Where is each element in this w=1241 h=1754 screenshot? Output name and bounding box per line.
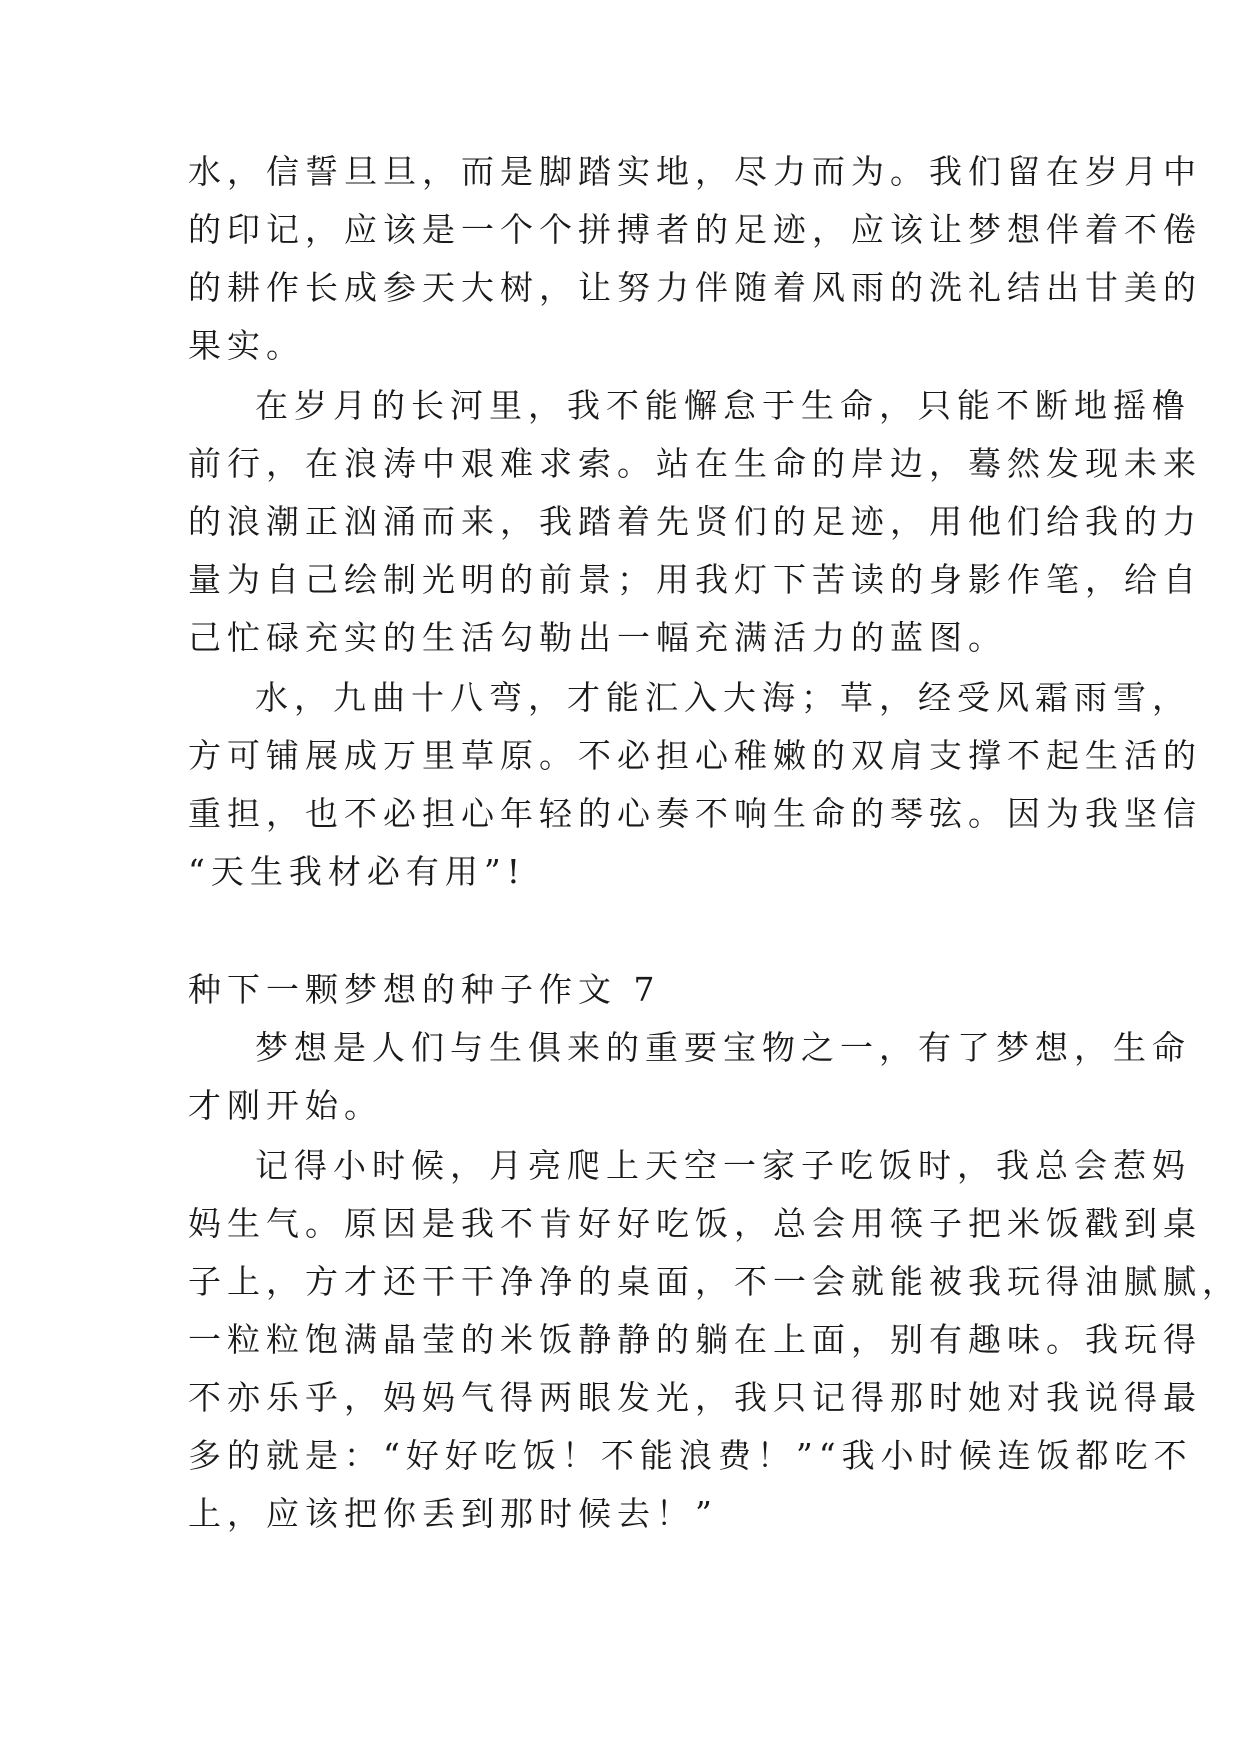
text-line: 前行，在浪涛中艰难求索。站在生命的岸边，蓦然发现未来	[188, 444, 1202, 483]
text-line: 方可铺展成万里草原。不必担心稚嫩的双肩支撑不起生活的	[188, 736, 1202, 775]
text-line: 一粒粒饱满晶莹的米饭静静的躺在上面，别有趣味。我玩得	[188, 1320, 1202, 1359]
text-line: 己忙碌充实的生活勾勒出一幅充满活力的蓝图。	[188, 618, 1007, 657]
text-line: 不亦乐乎，妈妈气得两眼发光，我只记得那时她对我说得最	[188, 1378, 1202, 1417]
text-line: 的印记，应该是一个个拼搏者的足迹，应该让梦想伴着不倦	[188, 210, 1202, 249]
text-line: 的耕作长成参天大树，让努力伴随着风雨的洗礼结出甘美的	[188, 268, 1202, 307]
text-line: 量为自己绘制光明的前景；用我灯下苦读的身影作笔，给自	[188, 560, 1202, 599]
text-line: 妈生气。原因是我不肯好好吃饭，总会用筷子把米饭戳到桌	[188, 1204, 1202, 1243]
text-line: 水，九曲十八弯，才能汇入大海；草，经受风霜雨雪，	[255, 678, 1191, 717]
section-title: 种下一颗梦想的种子作文 7	[188, 970, 661, 1009]
text-line: 梦想是人们与生俱来的重要宝物之一，有了梦想，生命	[255, 1028, 1191, 1067]
text-line: 果实。	[188, 326, 305, 365]
text-line: 上，应该把你丢到那时候去！”	[188, 1494, 718, 1533]
text-line: 重担，也不必担心年轻的心奏不响生命的琴弦。因为我坚信	[188, 794, 1202, 833]
text-line: 水，信誓旦旦，而是脚踏实地，尽力而为。我们留在岁月中	[188, 152, 1202, 191]
text-line: 才刚开始。	[188, 1086, 383, 1125]
text-line: 多的就是：“好好吃饭！不能浪费！”“我小时候连饭都吃不	[188, 1436, 1193, 1475]
text-line: 子上，方才还干干净净的桌面，不一会就能被我玩得油腻腻，	[188, 1262, 1241, 1301]
text-line: 在岁月的长河里，我不能懈怠于生命，只能不断地摇橹	[255, 386, 1191, 425]
text-line: “天生我材必有用”!	[188, 852, 527, 891]
text-line: 记得小时候，月亮爬上天空一家子吃饭时，我总会惹妈	[255, 1146, 1191, 1185]
text-line: 的浪潮正汹涌而来，我踏着先贤们的足迹，用他们给我的力	[188, 502, 1202, 541]
